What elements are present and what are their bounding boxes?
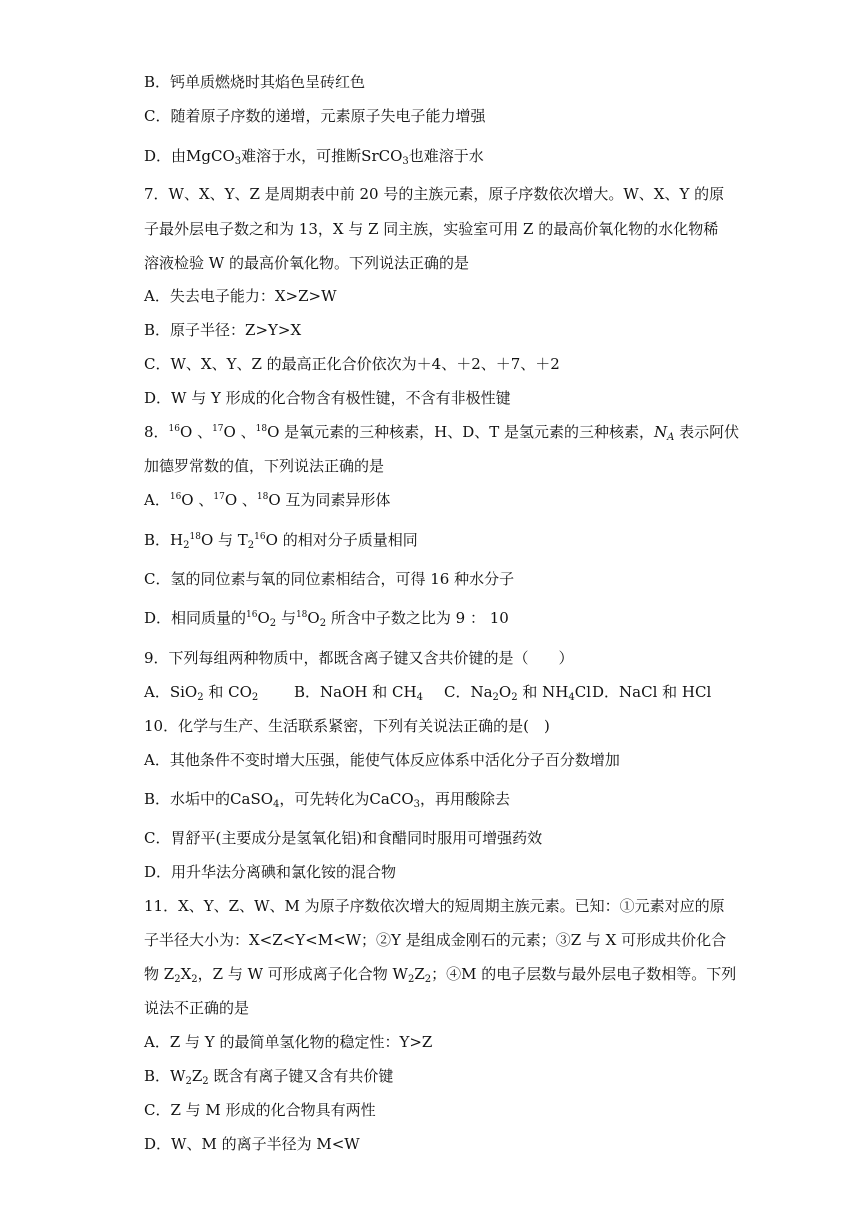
q9-stem: 9．下列每组两种物质中，都既含离子键又含共价键的是（ ） xyxy=(144,649,574,667)
q9-option-d: D．NaCl 和 HCl xyxy=(592,683,712,701)
q9-option-a: A．SiO$_2$ 和 $CO_2$ xyxy=(144,683,259,703)
q11-option-b: B．$W_2Z_2$ 既含有离子键又含有共价键 xyxy=(144,1067,394,1087)
q11-option-a: A．Z 与 Y 的最简单氢化物的稳定性：Y>Z xyxy=(144,1033,433,1051)
q11-stem-line-3: 物 $Z_2X_2$，Z 与 W 可形成离子化合物 $W_2Z_2$；④M 的电子层数与最外层电子数相等。下列 xyxy=(144,965,737,985)
q8-stem-line-1: 8．$^{16}$O 、$^{17}$O 、$^{18}$O 是氧元素的三种核素，H、D、T 是氢元素的三种核素，$N_A$ 表示阿伏 xyxy=(144,423,740,443)
q9-option-b: B．NaOH 和 $CH_4$ xyxy=(294,683,423,703)
q10-option-b: B．水垢中的CaSO$_4$，可先转化为CaCO$_3$，再用酸除去 xyxy=(144,790,511,810)
q6-option-c: C．随着原子序数的递增，元素原子失电子能力增强 xyxy=(144,107,486,125)
q11-option-c: C．Z 与 M 形成的化合物具有两性 xyxy=(144,1101,376,1119)
q10-option-a: A．其他条件不变时增大压强，能使气体反应体系中活化分子百分数增加 xyxy=(144,751,620,769)
q8-option-c: C．氢的同位素与氧的同位素相结合，可得 16 种水分子 xyxy=(144,570,515,588)
q11-option-d: D．W、M 的离子半径为 M<W xyxy=(144,1135,360,1153)
q9-options xyxy=(144,682,724,702)
q8-stem-line-2: 加德罗常数的值，下列说法正确的是 xyxy=(144,457,385,475)
q7-stem-line-3: 溶液检验 W 的最高价氧化物。下列说法正确的是 xyxy=(144,254,469,272)
q7-option-d: D．W 与 Y 形成的化合物含有极性键，不含有非极性键 xyxy=(144,389,511,407)
q10-option-c: C．胃舒平(主要成分是氢氧化铝)和食醋同时服用可增强药效 xyxy=(144,829,543,847)
q11-stem-line-2: 子半径大小为：X<Z<Y<M<W；②Y 是组成金刚石的元素；③Z 与 X 可形成共价化合 xyxy=(144,931,727,949)
q7-stem-line-1: 7．W、X、Y、Z 是周期表中前 20 号的主族元素，原子序数依次增大。W、X、Y 的原 xyxy=(144,185,725,203)
q10-stem: 10．化学与生产、生活联系紧密，下列有关说法正确的是( ) xyxy=(144,717,550,735)
q11-stem-line-4: 说法不正确的是 xyxy=(144,999,250,1017)
q7-stem-line-2: 子最外层电子数之和为 13，X 与 Z 同主族，实验室可用 Z 的最高价氧化物的水化物稀 xyxy=(144,220,719,238)
q8-option-b: B．$H_2^{18}O$ 与 $T_2^{16}O$ 的相对分子质量相同 xyxy=(144,531,418,551)
q7-option-c: C．W、X、Y、Z 的最高正化合价依次为＋4、＋2、＋7、＋2 xyxy=(144,355,560,373)
q11-stem-line-1: 11．X、Y、Z、W、M 为原子序数依次增大的短周期主族元素。已知：①元素对应的原 xyxy=(144,897,725,915)
q7-option-b: B．原子半径：Z>Y>X xyxy=(144,321,302,339)
q6-option-d: D．由MgCO$_3$难溶于水，可推断SrCO$_3$也难溶于水 xyxy=(144,147,484,167)
q8-option-d: D．相同质量的$^{16}O_2$ 与$^{18}O_2$ 所含中子数之比为 9 ： 10 xyxy=(144,609,509,629)
q7-option-a: A．失去电子能力：X>Z>W xyxy=(144,287,337,305)
q10-option-d: D．用升华法分离碘和氯化铵的混合物 xyxy=(144,863,397,881)
q8-option-a: A．$^{16}$O 、$^{17}$O 、$^{18}$O 互为同素异形体 xyxy=(144,491,391,509)
q6-option-b: B．钙单质燃烧时其焰色呈砖红色 xyxy=(144,73,366,91)
q9-option-c: C．$Na_2O_2$ 和 $NH_4Cl$ xyxy=(444,683,592,703)
